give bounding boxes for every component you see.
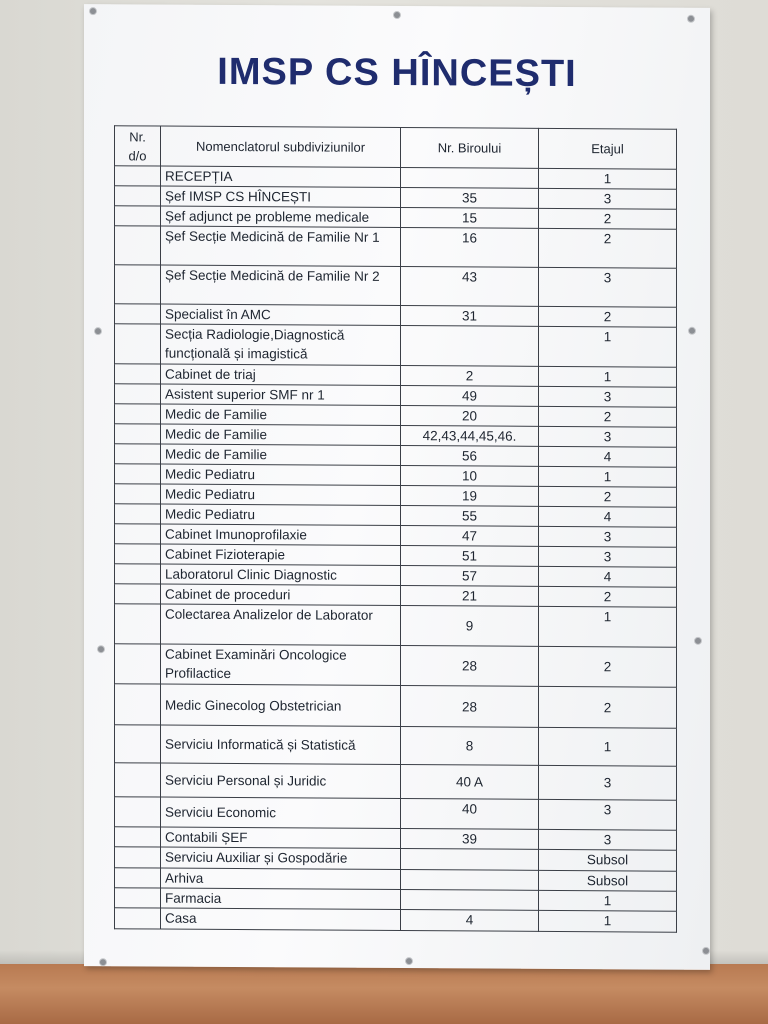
- row-number-cell: [115, 444, 161, 464]
- row-floor-cell: 2: [539, 306, 677, 327]
- row-office-cell: 51: [401, 546, 539, 567]
- departments-table: [114, 125, 677, 932]
- row-office-cell: 42,43,44,45,46.: [401, 426, 539, 447]
- row-name-cell: Medic Pediatru: [161, 504, 401, 525]
- directory-sign-board: [84, 4, 710, 970]
- screw-icon: [100, 959, 106, 965]
- row-office-cell: 31: [401, 306, 539, 327]
- table-row: [115, 384, 677, 407]
- row-floor-cell: 1: [539, 366, 677, 387]
- row-floor-cell: 1: [539, 727, 677, 766]
- table-row: [115, 265, 677, 307]
- row-office-cell: 8: [401, 727, 539, 766]
- row-floor-cell: Subsol: [539, 870, 677, 891]
- row-floor-cell: Subsol: [539, 849, 677, 871]
- row-floor-cell: 2: [539, 686, 677, 728]
- row-number-cell: [115, 763, 161, 797]
- row-office-cell: 49: [401, 386, 539, 407]
- row-floor-cell: 3: [539, 386, 677, 407]
- table-row: [115, 684, 677, 728]
- table-row: [115, 763, 677, 800]
- row-office-cell: 40 A: [401, 765, 539, 800]
- row-office-cell: 15: [401, 208, 539, 229]
- row-office-cell: [401, 326, 539, 367]
- table-row: [115, 424, 677, 447]
- row-floor-cell: 4: [539, 566, 677, 587]
- row-floor-cell: 2: [539, 208, 677, 229]
- row-floor-cell: 1: [539, 890, 677, 911]
- row-name-cell: Serviciu Personal și Juridic: [161, 763, 401, 798]
- row-office-cell: [401, 870, 539, 891]
- screw-icon: [703, 948, 709, 954]
- row-name-cell: Cabinet de proceduri: [161, 584, 401, 605]
- row-name-cell: Farmacia: [161, 888, 401, 909]
- screw-icon: [689, 328, 695, 334]
- table-row: [115, 868, 677, 891]
- row-office-cell: 40: [401, 799, 539, 830]
- row-name-cell: Șef IMSP CS HÎNCEȘTI: [161, 186, 401, 207]
- table-row: [115, 644, 677, 687]
- row-floor-cell: 2: [539, 586, 677, 607]
- row-number-cell: [115, 644, 161, 684]
- table-row: [115, 484, 677, 507]
- header-nr: Nr. d/o: [115, 126, 161, 166]
- row-name-cell: Cabinet Imunoprofilaxie: [161, 524, 401, 545]
- row-office-cell: 39: [401, 829, 539, 850]
- row-name-cell: Cabinet Examinări Oncologice Profilactice: [161, 644, 401, 685]
- table-row: [115, 404, 677, 427]
- row-office-cell: [401, 849, 539, 871]
- table-row: [115, 206, 677, 229]
- table-row: [115, 504, 677, 527]
- row-floor-cell: 3: [539, 267, 677, 307]
- row-floor-cell: 1: [539, 606, 677, 647]
- row-office-cell: 4: [401, 910, 539, 932]
- row-floor-cell: 1: [539, 910, 677, 932]
- row-floor-cell: 1: [539, 326, 677, 367]
- screw-icon: [406, 958, 412, 964]
- row-name-cell: Medic Ginecolog Obstetrician: [161, 684, 401, 726]
- sign-title: IMSP CS HÎNCEȘTI: [217, 50, 577, 96]
- table-row: [115, 827, 677, 850]
- row-floor-cell: 3: [539, 188, 677, 209]
- table-row: [115, 725, 677, 766]
- screw-icon: [95, 328, 101, 334]
- row-number-cell: [115, 797, 161, 827]
- screw-icon: [695, 638, 701, 644]
- row-number-cell: [115, 384, 161, 404]
- row-office-cell: 20: [401, 406, 539, 427]
- table-row: [115, 544, 677, 567]
- row-floor-cell: 2: [539, 486, 677, 507]
- row-name-cell: Contabili ȘEF: [161, 827, 401, 848]
- row-floor-cell: 3: [539, 765, 677, 800]
- row-number-cell: [115, 324, 161, 364]
- table-row: [115, 604, 677, 647]
- row-number-cell: [115, 544, 161, 564]
- table-row: [115, 444, 677, 467]
- row-name-cell: Colectarea Analizelor de Laborator: [161, 604, 401, 645]
- row-number-cell: [115, 265, 161, 304]
- row-name-cell: Medic Pediatru: [161, 484, 401, 505]
- wooden-floor-strip: [0, 964, 768, 1024]
- row-number-cell: [115, 364, 161, 384]
- row-number-cell: [115, 868, 161, 888]
- table-row: [115, 908, 677, 932]
- table-row: [115, 464, 677, 487]
- table-row: [115, 524, 677, 547]
- row-number-cell: [115, 684, 161, 725]
- row-name-cell: Medic Pediatru: [161, 464, 401, 485]
- row-number-cell: [115, 206, 161, 226]
- table-row: [115, 797, 677, 830]
- row-office-cell: 21: [401, 586, 539, 607]
- row-office-cell: 9: [401, 606, 539, 647]
- row-floor-cell: 2: [539, 406, 677, 427]
- row-name-cell: Cabinet de triaj: [161, 364, 401, 385]
- row-floor-cell: 4: [539, 506, 677, 527]
- row-office-cell: 47: [401, 526, 539, 547]
- row-office-cell: 2: [401, 366, 539, 387]
- row-number-cell: [115, 564, 161, 584]
- row-name-cell: Serviciu Auxiliar și Gospodărie: [161, 847, 401, 869]
- row-name-cell: Șef adjunct pe probleme medicale: [161, 206, 401, 227]
- row-name-cell: RECEPȚIA: [161, 166, 401, 187]
- row-office-cell: 10: [401, 466, 539, 487]
- row-office-cell: 19: [401, 486, 539, 507]
- table-row: [115, 186, 677, 209]
- row-office-cell: 35: [401, 188, 539, 209]
- row-floor-cell: 1: [539, 466, 677, 487]
- row-name-cell: Cabinet Fizioterapie: [161, 544, 401, 565]
- row-name-cell: Serviciu Informatică și Statistică: [161, 725, 401, 764]
- screw-icon: [688, 16, 694, 22]
- row-floor-cell: 3: [539, 546, 677, 567]
- row-name-cell: Casa: [161, 908, 401, 930]
- row-floor-cell: 1: [539, 168, 677, 189]
- row-number-cell: [115, 524, 161, 544]
- row-number-cell: [115, 186, 161, 206]
- row-floor-cell: 3: [539, 799, 677, 830]
- row-floor-cell: 3: [539, 426, 677, 447]
- header-floor: Etajul: [539, 128, 677, 169]
- table-row: [115, 304, 677, 327]
- row-office-cell: 28: [401, 686, 539, 728]
- header-name: Nomenclatorul subdiviziunilor: [161, 126, 401, 167]
- row-office-cell: 28: [401, 646, 539, 687]
- row-number-cell: [115, 827, 161, 847]
- row-name-cell: Medic de Familie: [161, 404, 401, 425]
- row-number-cell: [115, 304, 161, 324]
- row-name-cell: Secția Radiologie,Diagnostică funcțională și imagistică: [161, 324, 401, 365]
- row-office-cell: 57: [401, 566, 539, 587]
- row-office-cell: [401, 890, 539, 911]
- row-number-cell: [115, 888, 161, 908]
- row-number-cell: [115, 604, 161, 644]
- row-office-cell: [401, 168, 539, 189]
- row-floor-cell: 3: [539, 526, 677, 547]
- row-number-cell: [115, 464, 161, 484]
- row-number-cell: [115, 166, 161, 186]
- table-row: [115, 226, 677, 268]
- row-name-cell: Șef Secție Medicină de Familie Nr 1: [161, 226, 401, 266]
- row-name-cell: Asistent superior SMF nr 1: [161, 384, 401, 405]
- row-name-cell: Șef Secție Medicină de Familie Nr 2: [161, 265, 401, 305]
- row-office-cell: 16: [401, 228, 539, 268]
- row-number-cell: [115, 424, 161, 444]
- table-row: [115, 888, 677, 911]
- row-floor-cell: 3: [539, 829, 677, 850]
- row-name-cell: Medic de Familie: [161, 424, 401, 445]
- screw-icon: [98, 646, 104, 652]
- screw-icon: [394, 12, 400, 18]
- row-number-cell: [115, 908, 161, 929]
- table-header-row: [115, 126, 677, 169]
- row-office-cell: 43: [401, 267, 539, 307]
- row-number-cell: [115, 584, 161, 604]
- row-floor-cell: 2: [539, 228, 677, 268]
- row-office-cell: 55: [401, 506, 539, 527]
- header-office: Nr. Biroului: [401, 128, 539, 169]
- row-name-cell: Specialist în AMC: [161, 304, 401, 325]
- table-row: [115, 324, 677, 367]
- row-number-cell: [115, 725, 161, 763]
- row-number-cell: [115, 226, 161, 265]
- screw-icon: [90, 8, 96, 14]
- row-office-cell: 56: [401, 446, 539, 467]
- row-name-cell: Medic de Familie: [161, 444, 401, 465]
- row-number-cell: [115, 404, 161, 424]
- row-name-cell: Arhiva: [161, 868, 401, 889]
- row-name-cell: Serviciu Economic: [161, 797, 401, 828]
- row-floor-cell: 4: [539, 446, 677, 467]
- row-name-cell: Laboratorul Clinic Diagnostic: [161, 564, 401, 585]
- table-row: [115, 584, 677, 607]
- row-number-cell: [115, 847, 161, 868]
- row-number-cell: [115, 504, 161, 524]
- table-row: [115, 166, 677, 189]
- row-floor-cell: 2: [539, 646, 677, 687]
- table-row: [115, 364, 677, 387]
- table-row: [115, 564, 677, 587]
- row-number-cell: [115, 484, 161, 504]
